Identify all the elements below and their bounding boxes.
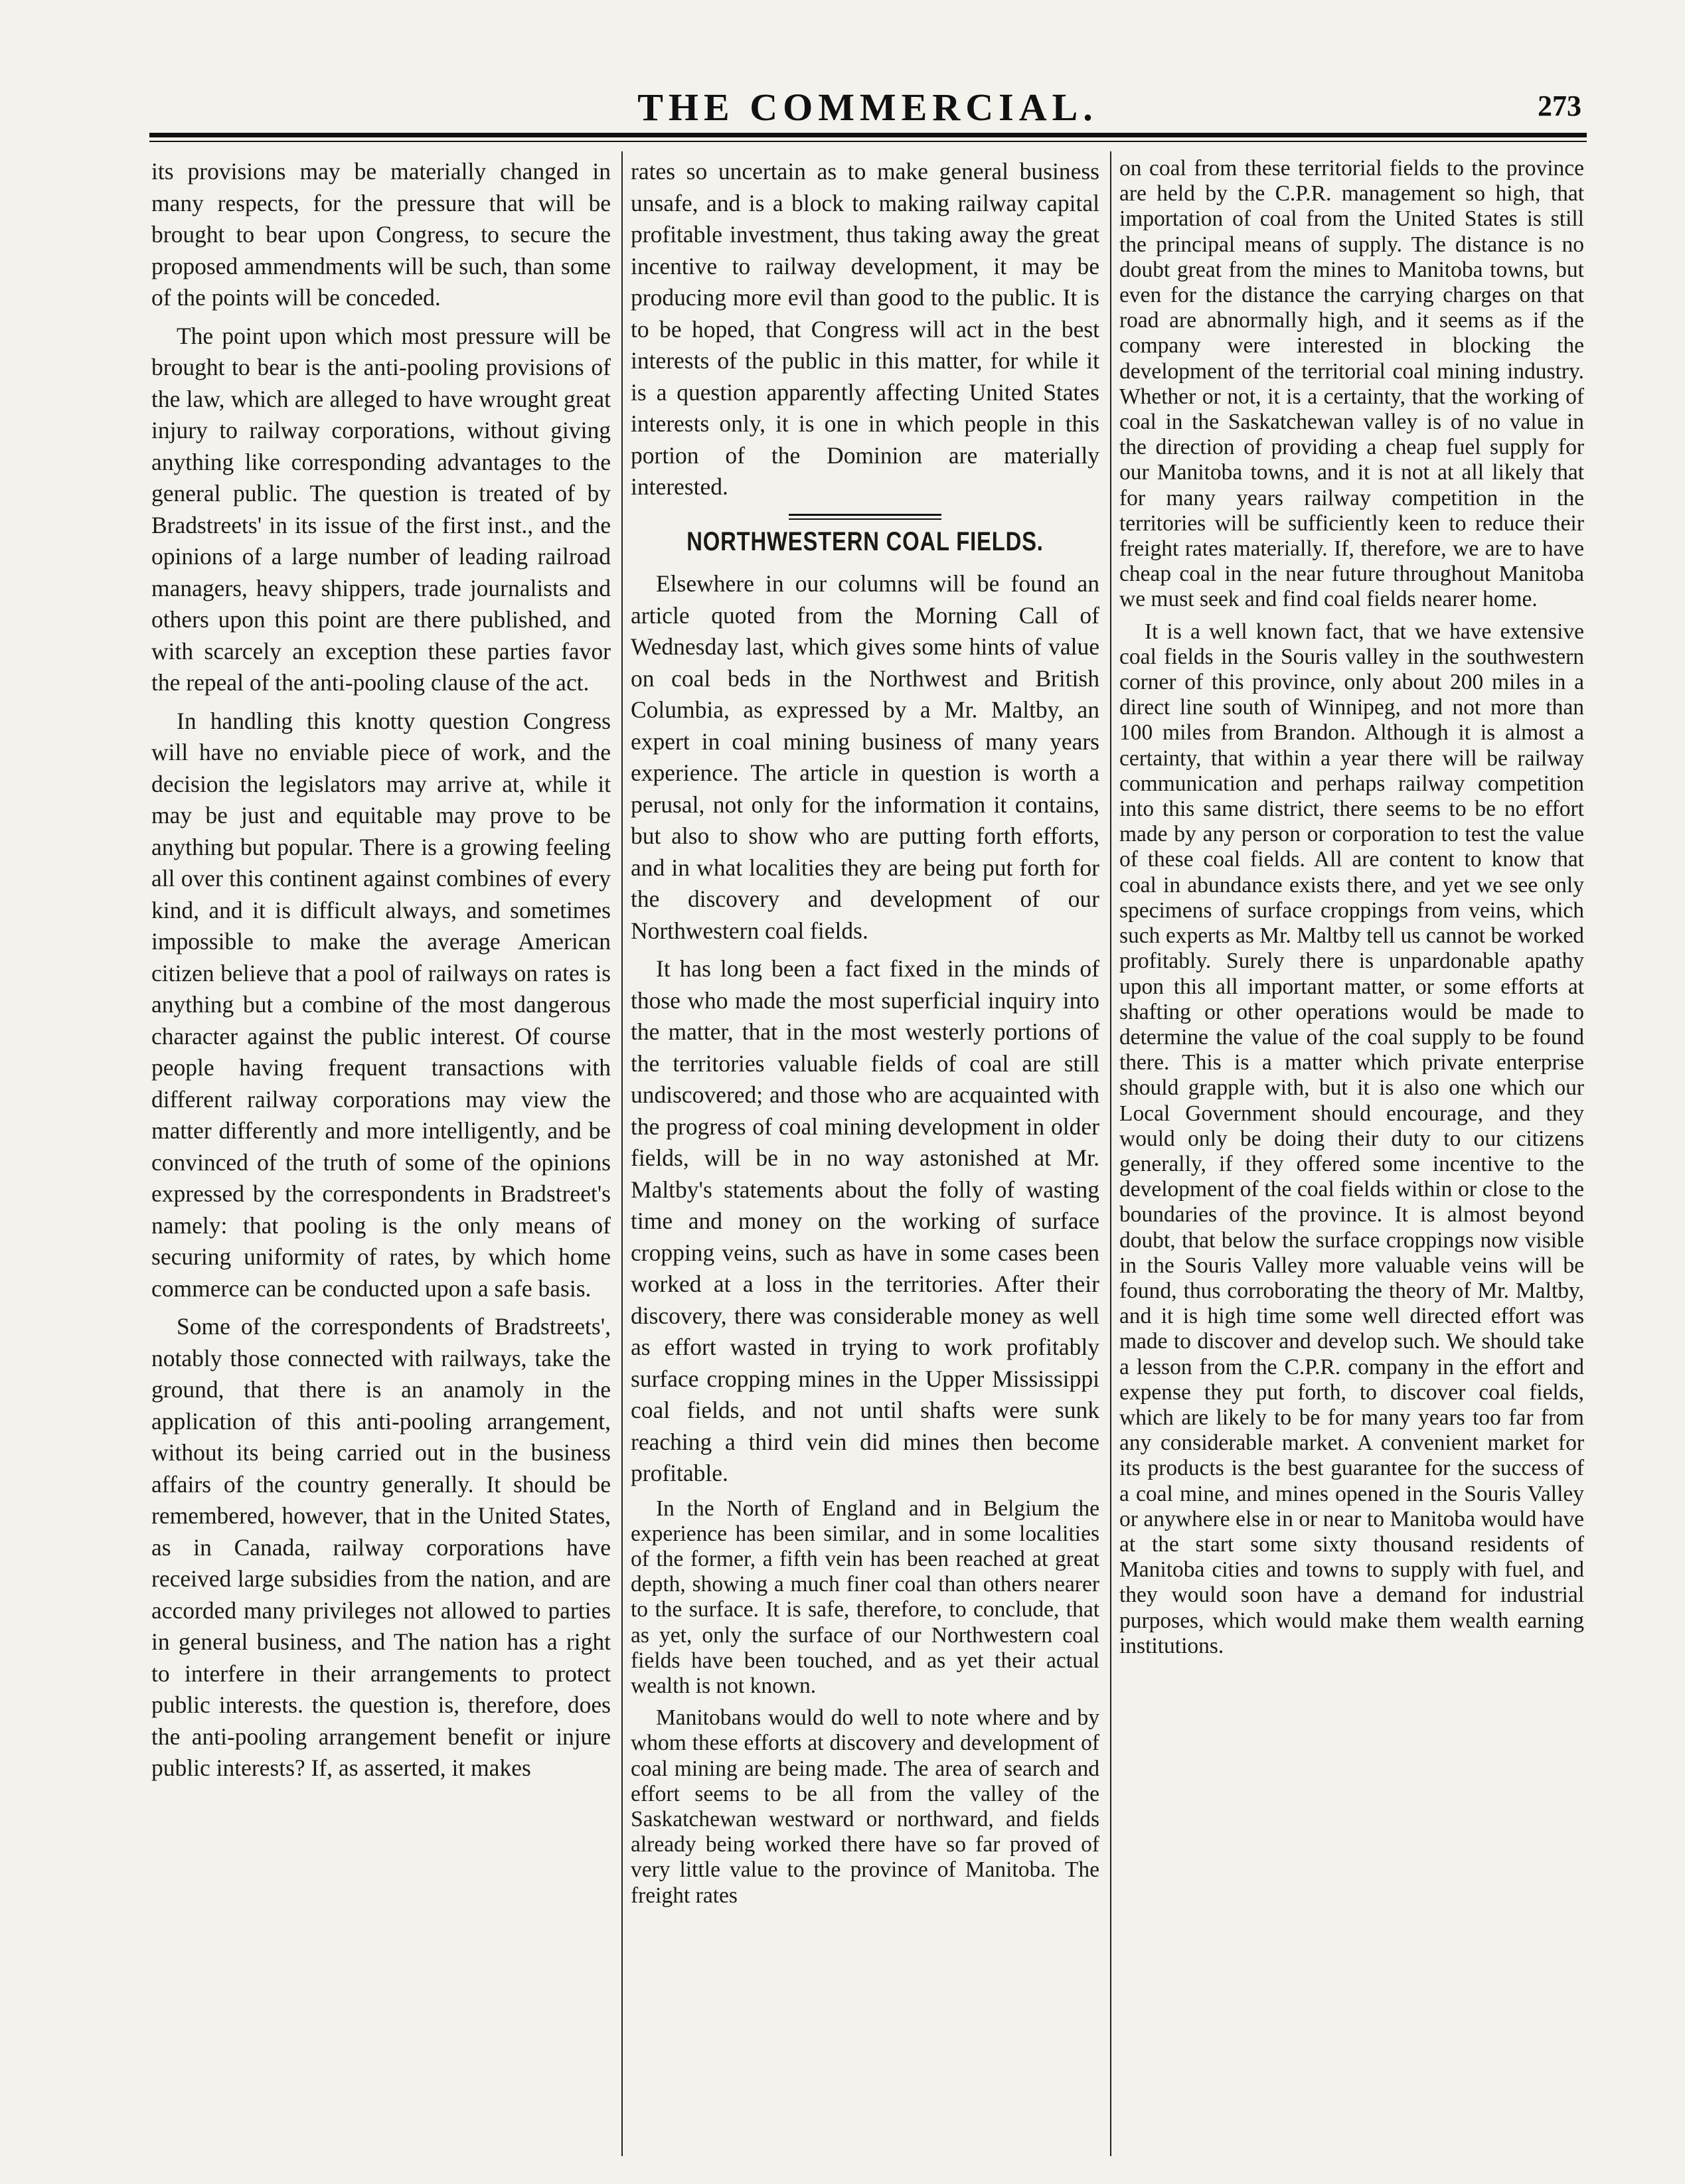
column-divider-left bbox=[621, 151, 623, 2156]
publication-title: THE COMMERCIAL. bbox=[637, 86, 1098, 129]
paragraph: It is a well known fact, that we have extensive coal fields in the Souris valley in the southwestern corner of this province, only about 200 miles in a direct line south of Winnipeg, and not more than 100 miles from Brandon. Although it is almost a certainty, that within a year there will be railway communication and perhaps railway competition into this same district, there seems to be no effort made by any person or corporation to test the value of these coal fields. All are content to know that coal in abundance exists there, and yet we see only specimens of surface croppings from veins, which such experts as Mr. Maltby tell us cannot be worked profitably. Surely there is unpardonable apathy upon this all important matter, or some efforts at shafting or other operations would be made to determine the value of the coal supply to be found there. This is a matter which private enterprise should grapple with, but it is also one which our Local Government should encourage, and they would only be doing their duty to our citizens generally, if they offered some incentive to the development of the coal fields within or close to the boundaries of the province. It is almost beyond doubt, that below the surface croppings now visible in the Souris Valley more valuable veins will be found, thus corroborating the theory of Mr. Maltby, and it is high time some well directed effort was made to discover and develop such. We should take a lesson from the C.P.R. company in the effort and expense they put forth, to discover coal fields, which are likely to be for many years too far from any considerable market. A convenient market for its products is the best guarantee for the success of a coal mine, and mines opened in the Souris Valley or anywhere else in or near to Manitoba would have at the start some sixty thousand residents of Manitoba cities and towns to supply with fuel, and they would soon have a demand for industrial purposes, which would make them wealth earning institutions. bbox=[1119, 619, 1584, 1658]
paragraph: on coal from these territorial fields to the province are held by the C.P.R. management so high, that importation of coal from the United States is still the principal means of supply. The distance is no doubt great from the mines to Manitoba towns, but even for the distance the carrying charges on that road are abnormally high, and it seems as if the company were interested in blocking the development of the territorial coal mining industry. Whether or not, it is a certainty, that the working of coal in the Saskatchewan valley is of no value in the direction of providing a cheap fuel supply for our Manitoba towns, and it is not at all likely that for many years railway competition in the territories will be sufficiently keen to reduce their freight rates materially. If, therefore, we are to have cheap coal in the near future throughout Manitoba we must seek and find coal fields nearer home. bbox=[1119, 156, 1584, 612]
paragraph: its provisions may be materially changed in many respects, for the pressure that will be brought to bear upon Congress, to secure the proposed ammendments will be such, than some of the points will be conceded. bbox=[151, 158, 611, 311]
paragraph: In the North of England and in Belgium the experience has been similar, and in some localities of the former, a fifth vein has been reached at great depth, showing a much finer coal than others nearer to the surface. It is safe, therefore, to conclude, that as yet, only the surface of our Northwestern coal fields have been touched, and as yet their actual wealth is not known. bbox=[631, 1496, 1099, 1698]
header-rule-thick bbox=[149, 133, 1587, 137]
paragraph: In handling this knotty question Congress will have no enviable piece of work, and the decision the legislators may arrive at, while it may be just and equitable may prove to be anything but popular. There is a growing feeling all over this continent against combines of every kind, and it is difficult always, and sometimes impossible to make the average American citizen believe that a pool of railways on rates is anything but a combine of the most dangerous character against the public interest. Of course people having frequent transactions with different railway corporations may view the matter differently and more intelligently, and be convinced of the truth of some of the opinions expressed by the correspondents in Bradstreet's namely: that pooling is the only means of securing uniformity of rates, by which home commerce can be conducted upon a safe basis. bbox=[151, 707, 611, 1302]
section-divider bbox=[789, 514, 941, 520]
page-number: 273 bbox=[1538, 90, 1581, 122]
column-right bbox=[1119, 156, 1584, 2147]
paragraph: Some of the correspondents of Bradstreets', notably those connected with railways, take the ground, that there is an anamoly in the application of this anti-pooling arrangement, without its being carried out in the business affairs of the country generally. It should be remembered, however, that in the United States, as in Canada, railway corporations have received large subsidies from the nation, and are accorded many privileges not allowed to parties in general business, and The nation has a right to interfere in their arrangements to protect public interests. the question is, therefore, does the anti-pooling arrangement benefit or injure public interests? If, as asserted, it makes bbox=[151, 1313, 611, 1781]
paragraph: Elsewhere in our columns will be found an article quoted from the Morning Call of Wednesday last, which gives some hints of value on coal beds in the Northwest and British Columbia, as expressed by a Mr. Maltby, an expert in coal mining business of many years experience. The article in question is worth a perusal, not only for the information it contains, but also to show who are putting forth efforts, and in what localities they are being put forth for the discovery and development of our Northwestern coal fields. bbox=[631, 570, 1099, 944]
masthead bbox=[154, 80, 1581, 139]
paragraph: rates so uncertain as to make general business unsafe, and is a block to making railway capital profitable investment, thus taking away the great incentive to railway development, it may be producing more evil than good to the public. It is to be hoped, that Congress will act in the best interests of the public in this matter, for while it is a question apparently affecting United States interests only, it is one in which people in this portion of the Dominion are materially interested. bbox=[631, 158, 1099, 500]
header-rule-thin bbox=[149, 141, 1587, 142]
column-divider-right bbox=[1110, 151, 1111, 2156]
paragraph: The point upon which most pressure will be brought to bear is the anti-pooling provisions of the law, which are alleged to have wrought great injury to railway corporations, without giving anything like corresponding advantages to the general public. The question is treated of by Bradstreets' in its issue of the first inst., and the opinions of a large number of leading railroad managers, heavy shippers, trade journalists and others upon this point are there published, and with scarcely an exception these parties favor the repeal of the anti-pooling clause of the act. bbox=[151, 322, 611, 696]
paragraph: Manitobans would do well to note where and by whom these efforts at discovery and development of coal mining are being made. The area of search and effort seems to be all from the valley of the Saskatchewan westward or northward, and fields already being worked there have so far proved of very little value to the province of Manitoba. The freight rates bbox=[631, 1705, 1099, 1908]
column-left bbox=[151, 156, 611, 2147]
section-heading: NORTHWESTERN COAL FIELDS. bbox=[686, 526, 1044, 556]
paragraph: It has long been a fact fixed in the minds of those who made the most superficial inquiry into the matter, that in the most westerly portions of the territories valuable fields of coal are still undiscovered; and those who are acquainted with the progress of coal mining development in older fields, will be in no way astonished at Mr. Maltby's statements about the folly of wasting time and money on the working of surface cropping veins, such as have in some cases been worked at a loss in the territories. After their discovery, there was considerable money as well as effort wasted in trying to work profitably surface cropping mines in the Upper Mississippi coal fields, and not until shafts were sunk reaching a third vein did mines then become profitable. bbox=[631, 955, 1099, 1486]
column-middle bbox=[631, 156, 1099, 2147]
